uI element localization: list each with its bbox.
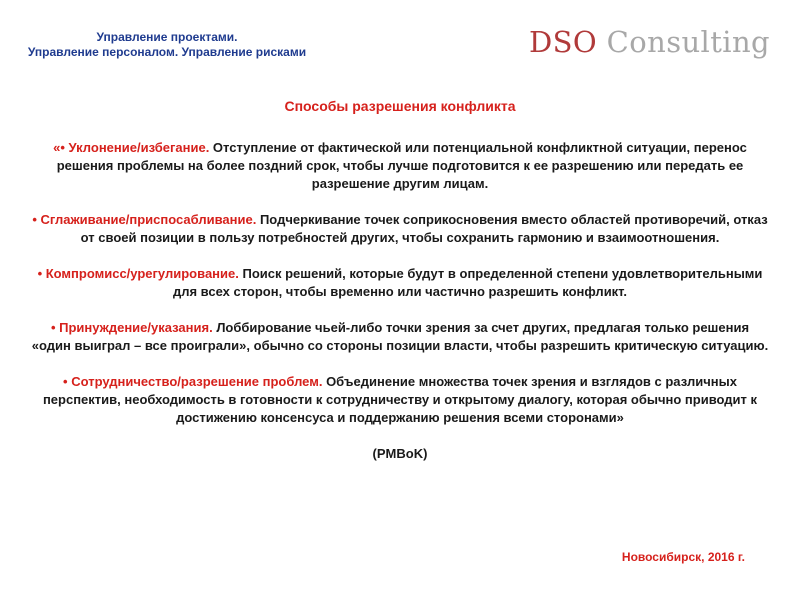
- header-line-personnel-risks: Управление персоналом. Управление рисками: [27, 45, 307, 59]
- method-forcing: [30, 319, 770, 355]
- method-term: • Сглаживание/приспосабливание.: [32, 212, 257, 227]
- header-line-projects: Управление проектами.: [96, 30, 238, 44]
- source-citation: (PMBoK): [372, 446, 428, 461]
- method-compromise: [30, 265, 770, 301]
- header-subtitle: [0, 30, 334, 60]
- method-description: Объединение множества точек зрения и взглядов с различных перспектив, необходимость в готовности к сотрудничеству и открытому диалогу, которая обычно приводит к достижению консенсуса и поддержанию решения всеми сторонами»: [42, 374, 758, 425]
- dso-consulting-logo: [529, 24, 770, 60]
- method-description: Лоббирование чьей-либо точки зрения за счет других, предлагая только решения «один выиграл – все проиграли», обычно со стороны позиции власти, чтобы разрешить критическую ситуацию.: [31, 320, 769, 353]
- logo-consulting-text: Consulting: [597, 25, 770, 59]
- method-collaboration: [30, 373, 770, 427]
- slide-title: Способы разрешения конфликта: [284, 98, 516, 114]
- method-term: • Сотрудничество/разрешение проблем.: [63, 374, 323, 389]
- logo-dso-text: DSO: [528, 25, 598, 59]
- method-description: Отступление от фактической или потенциальной конфликтной ситуации, перенос решения проблемы на более поздний срок, чтобы лучше подготовится к ее разрешению или передать ее разрешение другим лицам.: [56, 140, 747, 191]
- method-term: • Принуждение/указания.: [50, 320, 213, 335]
- footer-location-year: Новосибирск, 2016 г.: [621, 550, 745, 564]
- method-description: Поиск решений, которые будут в определенной степени удовлетворительными для всех сторон, чтобы временно или частично разрешить конфликт.: [172, 266, 763, 299]
- method-smoothing: [30, 211, 770, 247]
- method-term: • Компромисс/урегулирование.: [37, 266, 239, 281]
- method-avoidance: [30, 139, 770, 193]
- method-description: Подчеркивание точек соприкосновения вместо областей противоречий, отказ от своей позиции в пользу потребностей других, чтобы сохранить гармонию и взаимоотношения.: [80, 212, 768, 245]
- content-body: [30, 139, 770, 463]
- method-term: «• Уклонение/избегание.: [53, 140, 210, 155]
